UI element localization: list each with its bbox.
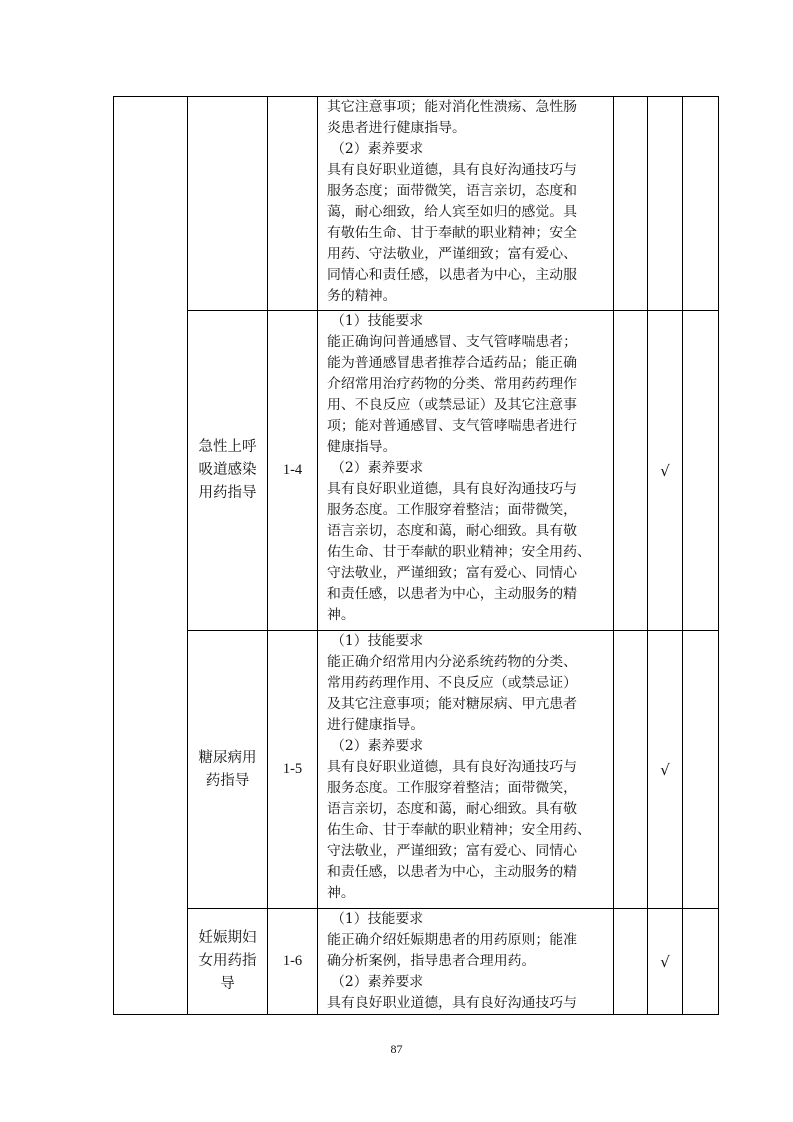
- table-row: [114, 311, 719, 631]
- task-name: 糖尿病用 药指导: [198, 749, 257, 789]
- requirement-cell: [318, 631, 614, 909]
- table-row: [114, 631, 719, 909]
- module-cell: [114, 97, 188, 1015]
- requirement-cell: [318, 909, 614, 1015]
- skill-heading: （1）技能要求: [331, 633, 424, 649]
- skill-heading: （1）技能要求: [331, 911, 424, 927]
- task-code-cell: 1-4: [268, 311, 318, 631]
- level-cell-1: [614, 97, 648, 311]
- table-row: [114, 97, 719, 311]
- task-name-cell: [188, 97, 268, 311]
- skill-requirement-text: 能正确介绍妊娠期患者的用药原则；能准 确分析案例，指导患者合理用药。: [327, 932, 578, 969]
- quality-heading: （2）素养要求: [331, 738, 424, 754]
- curriculum-table: [113, 96, 719, 1015]
- level-cell-1: [614, 311, 648, 631]
- level-cell-1: [614, 631, 648, 909]
- quality-requirement-text: 具有良好职业道德，具有良好沟通技巧与 服务态度。工作服穿着整洁；面带微笑， 语言亲切，态度和蔼，耐心细致。具有敬 佑生命、甘于奉献的职业精神；安全用药、 守法敬业，严谨细致；富有爱心、同情心 和责任感，以患者为中心，主动服务的精 神。: [327, 481, 591, 623]
- requirement-cell: [318, 311, 614, 631]
- level-cell-3: [683, 909, 719, 1015]
- quality-heading: （2）素养要求: [331, 974, 424, 990]
- skill-requirement-text: 能正确询问普通感冒、支气管哮喘患者； 能为普通感冒患者推荐合适药品；能正确 介绍常用治疗药物的分类、常用药药理作 用、不良反应（或禁忌证）及其它注意事 项；能对普通感冒、支气管哮喘患者进行 健康指导。: [327, 334, 578, 455]
- task-code-cell: [268, 97, 318, 311]
- quality-requirement-text: 具有良好职业道德，具有良好沟通技巧与 服务态度。工作服穿着整洁；面带微笑， 语言亲切，态度和蔼，耐心细致。具有敬 佑生命、甘于奉献的职业精神；安全用药、 守法敬业，严谨细致；富有爱心、同情心 和责任感，以患者为中心，主动服务的精 神。: [327, 759, 591, 901]
- level-cell-3: [683, 311, 719, 631]
- level-cell-2: [648, 97, 683, 311]
- level-cell-3: [683, 97, 719, 311]
- skill-requirement-text: 能正确介绍常用内分泌系统药物的分类、 常用药药理作用、不良反应（或禁忌证） 及其它注意事项；能对糖尿病、甲亢患者 进行健康指导。: [327, 654, 578, 733]
- check-mark: √: [648, 909, 683, 1015]
- requirement-cell: [318, 97, 614, 311]
- quality-requirement-text: 具有良好职业道德，具有良好沟通技巧与 服务态度；面带微笑，语言亲切，态度和 蔼，耐心细致，给人宾至如归的感觉。具 有敬佑生命、甘于奉献的职业精神；安全 用药、守法敬业，严谨细致；富有爱心、 同情心和责任感，以患者为中心，主动服 务的精神。: [327, 162, 578, 304]
- quality-requirement-text: 具有良好职业道德，具有良好沟通技巧与: [327, 995, 578, 1011]
- level-cell-1: [614, 909, 648, 1015]
- task-name-cell: [188, 311, 268, 631]
- check-mark: √: [648, 631, 683, 909]
- table-row: [114, 909, 719, 1015]
- task-name: 妊娠期妇 女用药指 导: [198, 930, 257, 992]
- check-mark: √: [648, 311, 683, 631]
- task-name-cell: [188, 909, 268, 1015]
- level-cell-3: [683, 631, 719, 909]
- quality-heading: （2）素养要求: [331, 460, 424, 476]
- task-code-cell: 1-6: [268, 909, 318, 1015]
- skill-heading: （1）技能要求: [331, 313, 424, 329]
- task-name-cell: [188, 631, 268, 909]
- skill-requirement-text: 其它注意事项；能对消化性溃疡、急性肠 炎患者进行健康指导。: [327, 99, 578, 136]
- task-name: 急性上呼 吸道感染 用药指导: [198, 439, 257, 501]
- page-number: 87: [390, 1042, 403, 1056]
- quality-heading: （2）素养要求: [331, 141, 424, 157]
- task-code-cell: 1-5: [268, 631, 318, 909]
